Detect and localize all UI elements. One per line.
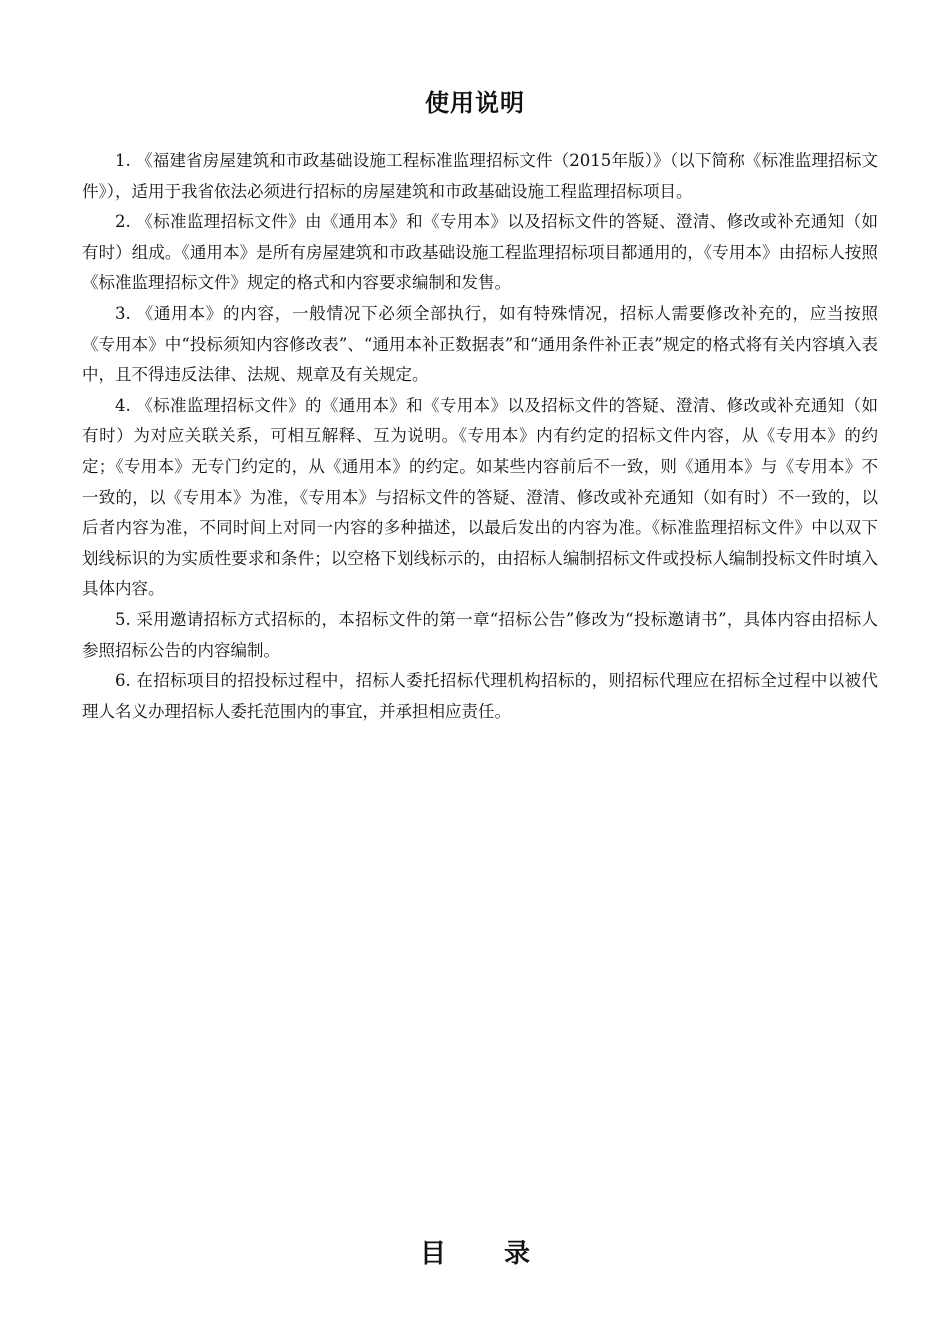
instructions-body	[82, 146, 878, 727]
paragraph-1: 1. 《福建省房屋建筑和市政基础设施工程标准监理招标文件（2015年版）》（以下简称《标准监理招标文件》），适用于我省依法必须进行招标的房屋建筑和市政基础设施工程监理招标项目。	[82, 151, 878, 201]
paragraph-2: 2. 《标准监理招标文件》由《通用本》和《专用本》以及招标文件的答疑、澄清、修改或补充通知（如有时）组成。《通用本》是所有房屋建筑和市政基础设施工程监理招标项目都通用的，《专用本》由招标人按照《标准监理招标文件》规定的格式和内容要求编制和发售。	[82, 212, 878, 293]
paragraph-5: 5. 采用邀请招标方式招标的，本招标文件的第一章“招标公告”修改为“投标邀请书”，具体内容由招标人参照招标公告的内容编制。	[82, 609, 878, 660]
paragraph-4: 4. 《标准监理招标文件》的《通用本》和《专用本》以及招标文件的答疑、澄清、修改或补充通知（如有时）为对应关联关系，可相互解释、互为说明。《专用本》内有约定的招标文件内容，从《专用本》的约定；《专用本》无专门约定的，从《通用本》的约定。如某些内容前后不一致，则《通用本》与《专用本》不一致的，以《专用本》为准，《专用本》与招标文件的答疑、澄清、修改或补充通知（如有时）不一致的，以后者内容为准，不同时间上对同一内容的多种描述，以最后发出的内容为准。《标准监理招标文件》中以双下划线标识的为实质性要求和条件；以空格下划线标示的，由招标人编制招标文件或投标人编制投标文件时填入具体内容。	[82, 395, 878, 599]
toc-heading: 目录	[419, 1239, 588, 1269]
page-title: 使用说明	[425, 89, 525, 117]
paragraph-6: 6. 在招标项目的招投标过程中，招标人委托招标代理机构招标的，则招标代理应在招标全过程中以被代理人名义办理招标人委托范围内的事宜，并承担相应责任。	[82, 671, 878, 721]
paragraph-3: 3. 《通用本》的内容，一般情况下必须全部执行，如有特殊情况，招标人需要修改补充的，应当按照《专用本》中“投标须知内容修改表”、“通用本补正数据表”和“通用条件补正表”规定的格式将有关内容填入表中，且不得违反法律、法规、规章及有关规定。	[82, 303, 878, 385]
